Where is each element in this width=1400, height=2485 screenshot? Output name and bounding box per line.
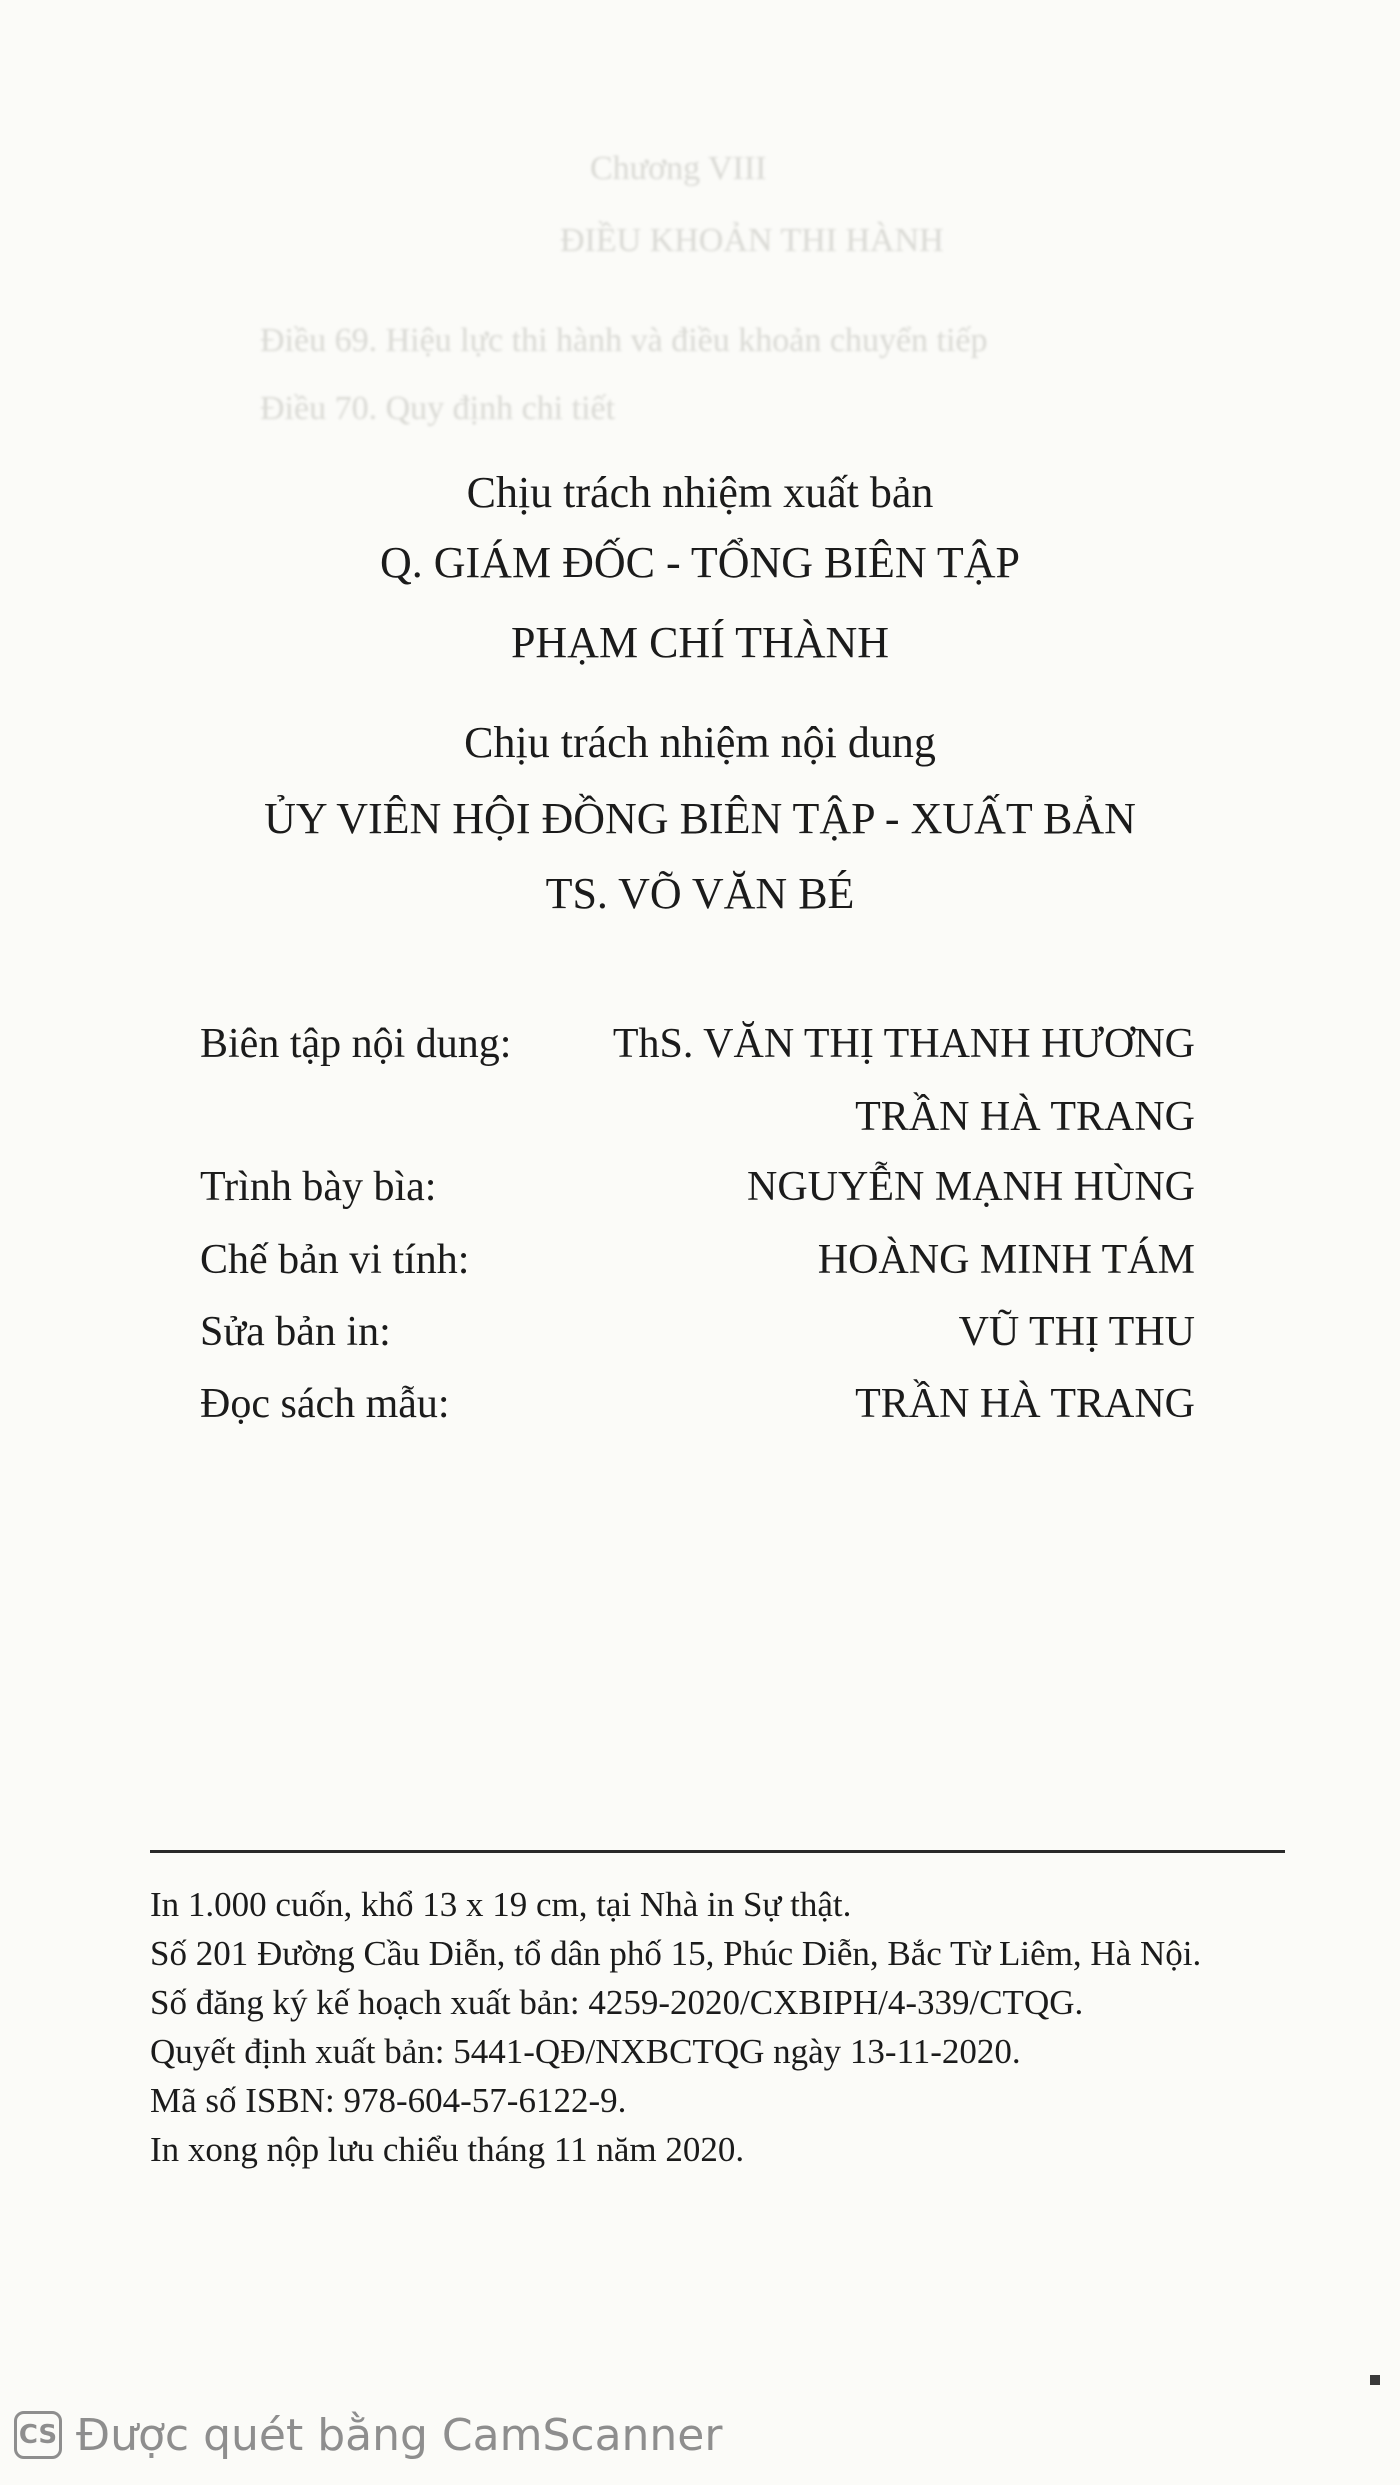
credit-row xyxy=(200,1236,1195,1292)
publishing-decision-line: Quyết định xuất bản: 5441-QĐ/NXBCTQG ngày 13-11-2020. xyxy=(150,2032,1021,2071)
imprint-divider xyxy=(150,1850,1285,1853)
credit-row xyxy=(200,1020,1195,1076)
credit-row xyxy=(200,1163,1195,1219)
scan-speck xyxy=(1370,2375,1380,2385)
watermark-text: Được quét bằng CamScanner xyxy=(76,2409,723,2461)
credit-value: NGUYỄN MẠNH HÙNG xyxy=(747,1164,1195,1210)
legal-deposit-line: In xong nộp lưu chiểu tháng 11 năm 2020. xyxy=(150,2130,745,2169)
credit-value: ThS. VĂN THỊ THANH HƯƠNG xyxy=(612,1021,1195,1067)
bleed-through-line: Điều 70. Quy định chi tiết xyxy=(260,390,616,427)
isbn-line: Mã số ISBN: 978-604-57-6122-9. xyxy=(150,2081,627,2120)
credit-label: Biên tập nội dung: xyxy=(200,1021,512,1067)
content-responsibility-name: TS. VÕ VĂN BÉ xyxy=(545,869,855,918)
bleed-through-heading: ĐIỀU KHOẢN THI HÀNH xyxy=(560,222,944,259)
credit-label: Đọc sách mẫu: xyxy=(200,1381,450,1427)
bleed-through-line: Điều 69. Hiệu lực thi hành và điều khoản chuyển tiếp xyxy=(260,322,988,359)
credit-row xyxy=(200,1380,1195,1436)
credit-value: VŨ THỊ THU xyxy=(958,1309,1195,1355)
camscanner-watermark xyxy=(14,2405,722,2465)
camscanner-logo-icon: CS xyxy=(14,2411,62,2459)
publishing-responsibility-title: Q. GIÁM ĐỐC - TỔNG BIÊN TẬP xyxy=(379,538,1021,587)
publishing-responsibility-name: PHẠM CHÍ THÀNH xyxy=(510,618,890,667)
credit-row xyxy=(200,1308,1195,1364)
printer-address-line: Số 201 Đường Cầu Diễn, tổ dân phố 15, Phúc Diễn, Bắc Từ Liêm, Hà Nội. xyxy=(150,1934,1202,1973)
credit-label: Trình bày bìa: xyxy=(200,1164,437,1210)
credit-value: TRẦN HÀ TRANG xyxy=(855,1094,1195,1140)
credit-row xyxy=(200,1093,1195,1149)
credit-value: HOÀNG MINH TÁM xyxy=(817,1237,1195,1283)
credit-label: Sửa bản in: xyxy=(200,1309,391,1355)
credit-value: TRẦN HÀ TRANG xyxy=(855,1381,1195,1427)
publishing-responsibility-label: Chịu trách nhiệm xuất bản xyxy=(466,468,934,517)
registration-line: Số đăng ký kế hoạch xuất bản: 4259-2020/CXBIPH/4-339/CTQG. xyxy=(150,1983,1084,2022)
bleed-through-heading: Chương VIII xyxy=(590,150,767,187)
print-run-line: In 1.000 cuốn, khổ 13 x 19 cm, tại Nhà in Sự thật. xyxy=(150,1885,852,1924)
imprint-block xyxy=(150,1880,1290,2174)
credit-label: Chế bản vi tính: xyxy=(200,1237,470,1283)
content-responsibility-label: Chịu trách nhiệm nội dung xyxy=(464,718,936,767)
content-responsibility-title: ỦY VIÊN HỘI ĐỒNG BIÊN TẬP - XUẤT BẢN xyxy=(264,794,1136,843)
